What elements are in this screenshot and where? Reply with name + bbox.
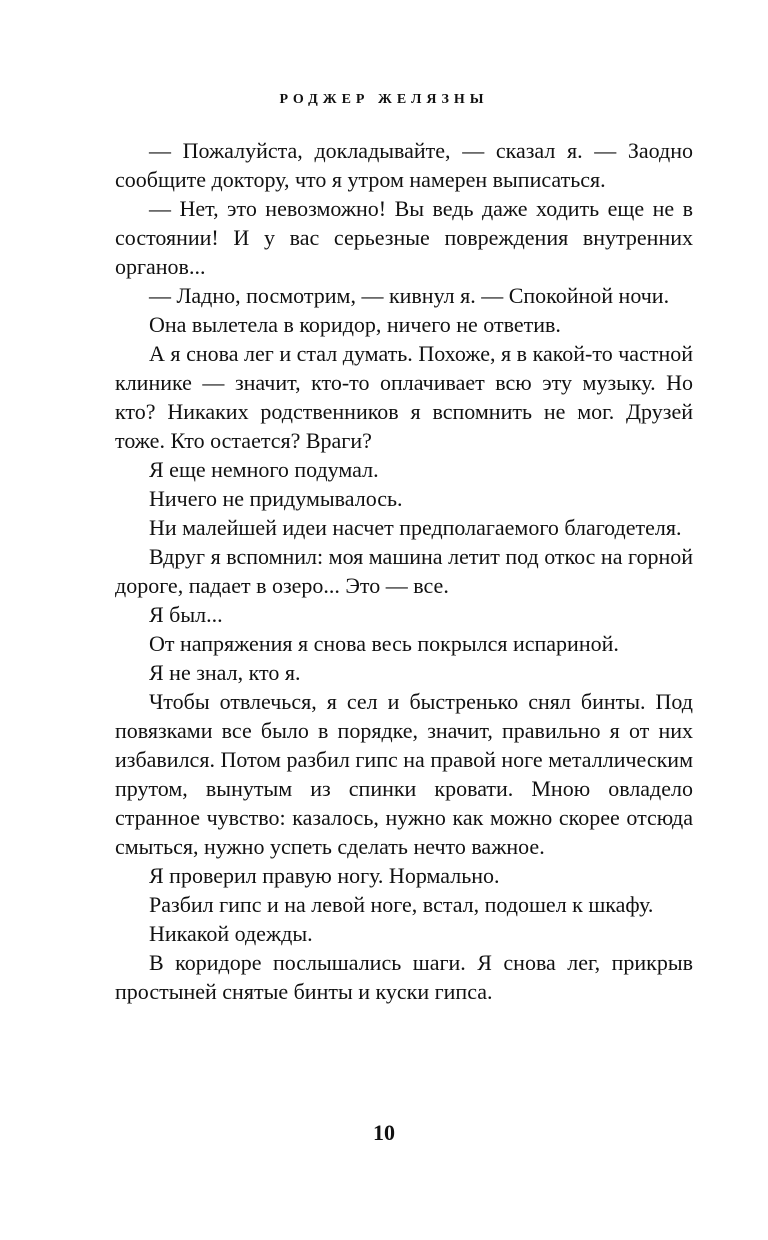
paragraph: Я еще немного подумал. xyxy=(149,457,379,482)
paragraph: Чтобы отвлечься, я сел и быстренько снял бинты. Под повязками все было в порядке, значит, правильно я от них избавился. Потом разбил гипс на правой ноге металлическим прутом, вынутым из спинки кровати. Мною овладело странное чувство: казалось, нужно как можно скорее отсюда смыться, нужно успеть сделать нечто важное. xyxy=(115,689,693,859)
paragraph: Разбил гипс и на левой ноге, встал, подошел к шкафу. xyxy=(149,892,654,917)
paragraph: — Нет, это невозможно! Вы ведь даже ходить еще не в состоянии! И у вас серьезные повреждения внутренних органов... xyxy=(115,196,693,279)
paragraph: В коридоре послышались шаги. Я снова лег, прикрыв простыней снятые бинты и куски гипса. xyxy=(115,950,693,1004)
paragraph: Ничего не придумывалось. xyxy=(149,486,403,511)
paragraph: Вдруг я вспомнил: моя машина летит под откос на горной дороге, падает в озеро... Это — все. xyxy=(115,544,693,598)
paragraph: Я был... xyxy=(149,602,223,627)
paragraph: Я проверил правую ногу. Нормально. xyxy=(149,863,500,888)
paragraph: — Ладно, посмотрим, — кивнул я. — Спокойной ночи. xyxy=(149,283,670,308)
text-body xyxy=(115,136,693,1006)
paragraph: Никакой одежды. xyxy=(149,921,313,946)
paragraph: Она вылетела в коридор, ничего не ответив. xyxy=(149,312,561,337)
paragraph: От напряжения я снова весь покрылся испариной. xyxy=(149,631,619,656)
paragraph: А я снова лег и стал думать. Похоже, я в какой-то частной клинике — значит, кто-то оплачивает всю эту музыку. Но кто? Никаких родственников я вспомнить не мог. Друзей тоже. Кто остается? Враги? xyxy=(115,341,693,453)
page-number: 10 xyxy=(373,1120,395,1145)
paragraph: — Пожалуйста, докладывайте, — сказал я. — Заодно сообщите доктору, что я утром намерен выписаться. xyxy=(115,138,693,192)
running-header: РОДЖЕР ЖЕЛЯЗНЫ xyxy=(279,92,489,107)
paragraph: Ни малейшей идеи насчет предполагаемого благодетеля. xyxy=(149,515,682,540)
paragraph: Я не знал, кто я. xyxy=(149,660,301,685)
